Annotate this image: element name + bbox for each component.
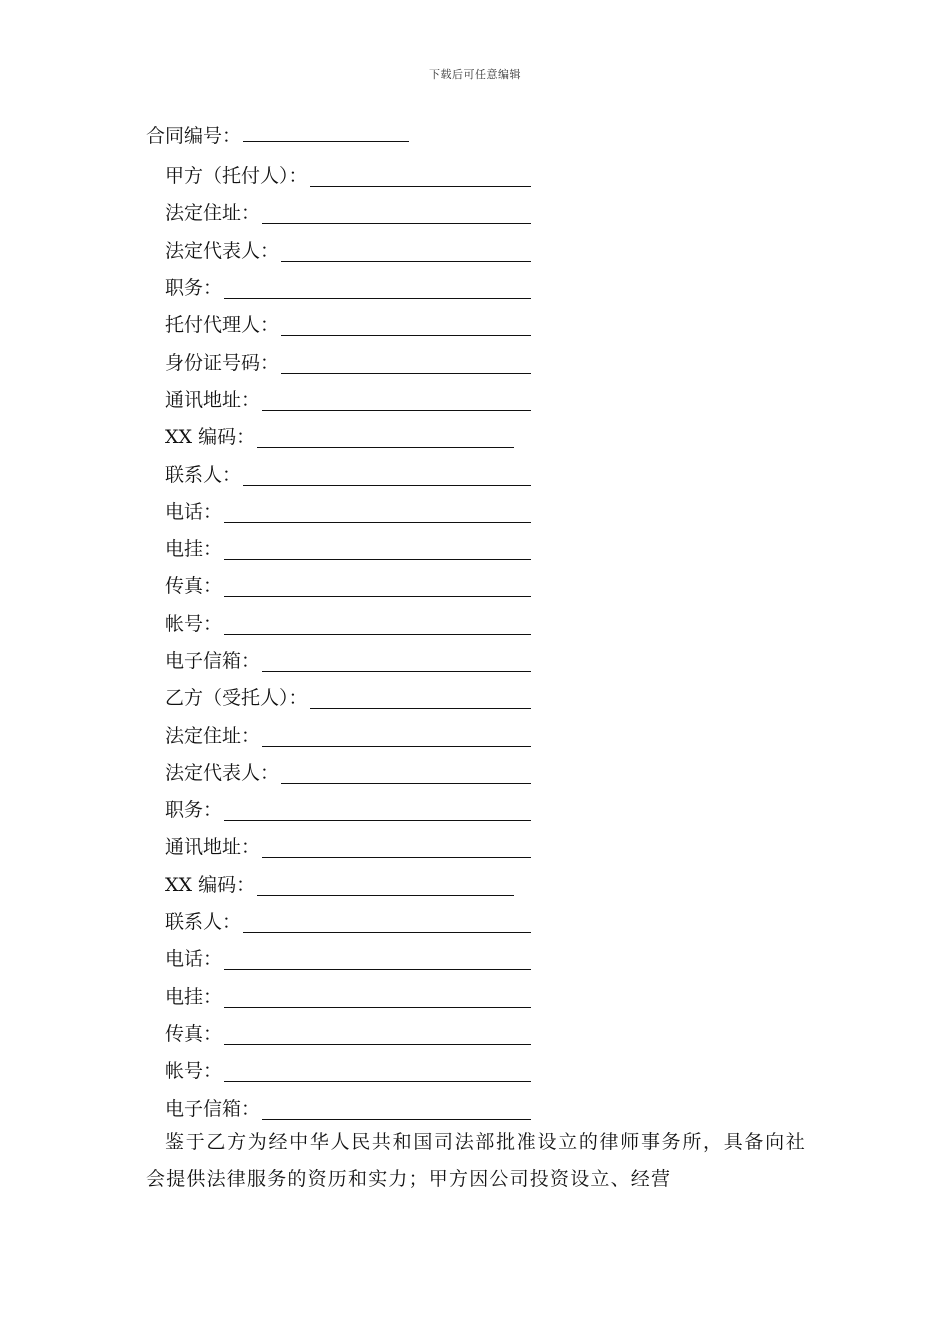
party-b-position-row [165,790,545,827]
party-b-contact-row [165,902,545,939]
party-b-postcode-label: XX 编码： [165,873,256,896]
party-a-legal-address-row [165,193,545,230]
party-a-position-blank[interactable] [224,280,531,299]
party-a-tel-blank[interactable] [224,541,531,560]
party-a-title-blank[interactable] [310,168,531,187]
party-a-account-blank[interactable] [224,616,531,635]
header-note: 下载后可任意编辑 [429,68,521,81]
party-a-agent-label: 托付代理人： [165,314,280,337]
party-a-postcode-row [165,417,545,454]
party-b-mail-address-row [165,827,545,864]
party-a-postcode-blank[interactable] [257,429,514,448]
intro-paragraph: 鉴于乙方为经中华人民共和国司法部批准设立的律师事务所，具备向社会提供法律服务的资历和实力；甲方因公司投资设立、经营 [146,1131,806,1190]
party-b-tel-blank[interactable] [224,989,531,1008]
party-a-id-number-label: 身份证号码： [165,351,280,374]
party-b-account-label: 帐号： [165,1060,223,1083]
party-a-id-number-blank[interactable] [281,355,531,374]
party-a-mail-address-blank[interactable] [262,392,531,411]
party-a-email-row [165,641,545,678]
party-a-email-label: 电子信箱： [165,650,261,672]
party-b-contact-label: 联系人： [165,911,242,934]
party-a-legal-address-label: 法定住址： [165,202,261,225]
contract-number-label: 合同编号： [146,125,242,147]
party-b-mail-address-blank[interactable] [262,839,531,858]
party-a-legal-rep-row [165,231,545,268]
party-a-contact-row [165,454,545,491]
party-b-title-label: 乙方（受托人）： [165,687,308,710]
party-a-id-number-row [165,342,545,379]
party-a-fax-label: 传真： [165,575,223,598]
party-a-legal-address-blank[interactable] [262,205,531,224]
party-b-legal-address-label: 法定住址： [165,724,261,747]
party-a-fax-blank[interactable] [224,578,531,597]
party-a-email-blank[interactable] [262,653,531,672]
party-b-postcode-blank[interactable] [257,877,514,896]
party-a-contact-blank[interactable] [243,467,531,486]
party-a-legal-rep-blank[interactable] [281,243,531,262]
party-a-phone-row [165,492,545,529]
party-a-fax-row [165,566,545,603]
party-b-position-blank[interactable] [224,802,531,821]
party-b-tel-label: 电挂： [165,985,223,1008]
party-b-email-label: 电子信箱： [165,1097,261,1120]
party-a-mail-address-label: 通讯地址： [165,388,261,411]
party-a-title-label: 甲方（托付人）： [165,165,308,188]
party-a-contact-label: 联系人： [165,463,242,486]
party-b-postcode-row [165,865,545,902]
party-a-agent-row [165,305,545,342]
contract-number-blank[interactable] [243,122,409,142]
party-b-account-row [165,1051,545,1088]
party-a-tel-row [165,529,545,566]
party-b-legal-rep-label: 法定代表人： [165,761,280,784]
party-b-account-blank[interactable] [224,1063,531,1082]
party-a-title-row [165,156,545,193]
party-a-mail-address-row [165,380,545,417]
party-b-phone-row [165,939,545,976]
party-b-legal-address-row [165,715,545,752]
party-a-postcode-label: XX 编码： [165,426,256,449]
party-a-legal-rep-label: 法定代表人： [165,239,280,262]
party-b-legal-address-blank[interactable] [262,728,531,747]
party-b-fax-row [165,1014,545,1051]
party-a-account-row [165,604,545,641]
party-b-title-row [165,678,545,715]
party-b-fax-blank[interactable] [224,1026,531,1045]
contract-party-fields [165,156,545,1126]
party-b-tel-row [165,977,545,1014]
party-b-title-blank[interactable] [310,690,531,709]
party-a-position-label: 职务： [165,277,223,300]
party-b-legal-rep-row [165,753,545,790]
party-a-tel-label: 电挂： [165,538,223,561]
party-a-account-label: 帐号： [165,612,223,635]
party-a-agent-blank[interactable] [281,317,531,336]
party-b-contact-blank[interactable] [243,914,531,933]
party-a-phone-label: 电话： [165,500,223,523]
party-b-email-row [165,1088,545,1125]
party-a-position-row [165,268,545,305]
contract-number-row [146,122,409,150]
party-b-mail-address-label: 通讯地址： [165,836,261,859]
party-b-phone-blank[interactable] [224,951,531,970]
party-b-fax-label: 传真： [165,1022,223,1045]
party-a-phone-blank[interactable] [224,504,531,523]
party-b-legal-rep-blank[interactable] [281,765,531,784]
party-b-phone-label: 电话： [165,948,223,971]
party-b-position-label: 职务： [165,799,223,822]
party-b-email-blank[interactable] [262,1101,531,1120]
